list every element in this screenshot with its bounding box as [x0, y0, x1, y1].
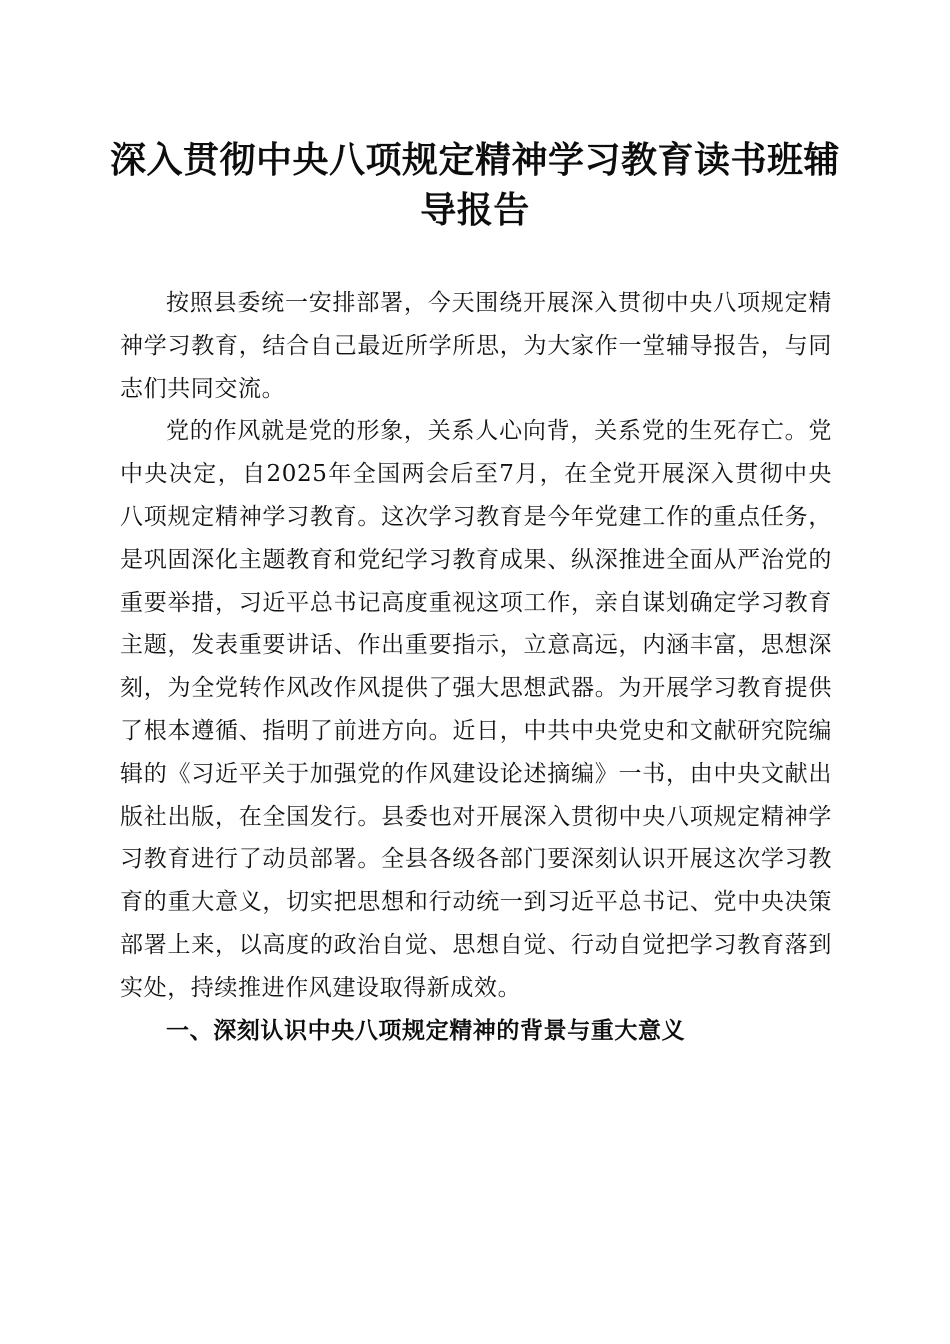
- section-heading-1: 一、深刻认识中央八项规定精神的背景与重大意义: [166, 1017, 686, 1044]
- paragraph-intro: 按照县委统一安排部署，今天围绕开展深入贯彻中央八项规定精神学习教育，结合自己最近所学所思，为大家作一堂辅导报告，与同志们共同交流。: [120, 290, 832, 402]
- document-title: 深入贯彻中央八项规定精神学习教育读书班辅导报告: [109, 139, 840, 231]
- paragraph-background: 党的作风就是党的形象，关系人心向背，关系党的生死存亡。党中央决定，自2025年全国两会后至7月，在全党开展深入贯彻中央八项规定精神学习教育。这次学习教育是今年党建工作的重点任务，是巩固深化主题教育和党纪学习教育成果、纵深推进全面从严治党的重要举措，习近平总书记高度重视这项工作，亲自谋划确定学习教育主题，发表重要讲话、作出重要指示，立意高远，内涵丰富，思想深刻，为全党转作风改作风提供了强大思想武器。为开展学习教育提供了根本遵循、指明了前进方向。近日，中共中央党史和文献研究院编辑的《习近平关于加强党的作风建设论述摘编》一书，由中央文献出版社出版，在全国发行。县委也对开展深入贯彻中央八项规定精神学习教育进行了动员部署。全县各级各部门要深刻认识开展这次学习教育的重大意义，切实把思想和行动统一到习近平总书记、党中央决策部署上来，以高度的政治自觉、思想自觉、行动自觉把学习教育落到实处，持续推进作风建设取得新成效。: [120, 418, 832, 1001]
- document-body: [120, 282, 832, 1052]
